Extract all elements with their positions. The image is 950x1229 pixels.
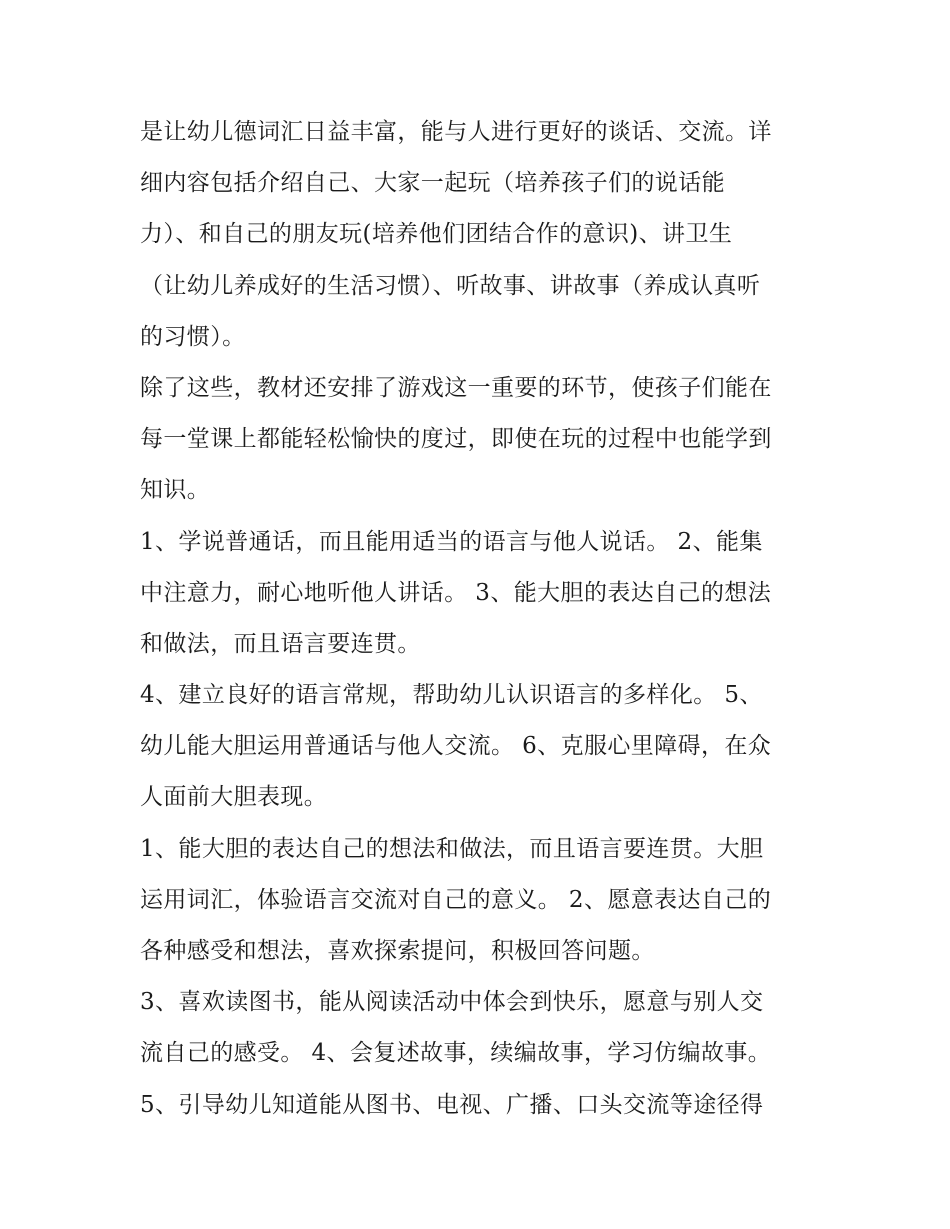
text-line: 人面前大胆表现。 bbox=[140, 784, 328, 811]
text-line: 流自己的感受。 4、会复述故事，续编故事，学习仿编故事。 bbox=[140, 1040, 772, 1067]
text-line: 3、喜欢读图书，能从阅读活动中体会到快乐，愿意与别人交 bbox=[140, 989, 764, 1016]
paragraph-games bbox=[140, 363, 820, 517]
document-body bbox=[140, 107, 820, 1131]
text-line: 细内容包括介绍自己、大家一起玩（培养孩子们的说话能 bbox=[140, 170, 725, 197]
text-line: （让幼儿养成好的生活习惯）、听故事、讲故事（养成认真听 bbox=[140, 272, 761, 299]
paragraph-objectives-1-2 bbox=[140, 824, 820, 978]
text-line: 1、能大胆的表达自己的想法和做法，而且语言要连贯。大胆 bbox=[140, 835, 764, 862]
text-line: 的习惯）。 bbox=[140, 323, 246, 350]
text-line: 力）、和自己的朋友玩(培养他们团结合作的意识)、讲卫生 bbox=[140, 221, 733, 248]
text-line: 和做法，而且语言要连贯。 bbox=[140, 630, 421, 657]
text-line: 每一堂课上都能轻松愉快的度过，即使在玩的过程中也能学到 bbox=[140, 426, 772, 453]
text-line: 5、引导幼儿知道能从图书、电视、广播、口头交流等途径得 bbox=[140, 1091, 764, 1118]
text-line: 幼儿能大胆运用普通话与他人交流。 6、克服心里障碍，在众 bbox=[140, 733, 772, 760]
text-line: 各种感受和想法，喜欢探索提问，积极回答问题。 bbox=[140, 938, 655, 964]
paragraph-objectives-3-4 bbox=[140, 977, 820, 1079]
paragraph-vocabulary bbox=[140, 107, 820, 363]
paragraph-goals-4-6 bbox=[140, 670, 820, 824]
paragraph-objective-5 bbox=[140, 1080, 820, 1131]
text-line: 知识。 bbox=[140, 477, 211, 504]
text-line: 中注意力，耐心地听他人讲话。 3、能大胆的表达自己的想法 bbox=[140, 579, 772, 606]
text-line: 4、建立良好的语言常规，帮助幼儿认识语言的多样化。 5、 bbox=[140, 682, 763, 709]
text-line: 是让幼儿德词汇日益丰富，能与人进行更好的谈话、交流。详 bbox=[140, 119, 772, 145]
paragraph-goals-1-3 bbox=[140, 517, 820, 671]
text-line: 除了这些，教材还安排了游戏这一重要的环节，使孩子们能在 bbox=[140, 374, 772, 401]
text-line: 运用词汇，体验语言交流对自己的意义。 2、愿意表达自己的 bbox=[140, 886, 772, 913]
text-line: 1、学说普通话，而且能用适当的语言与他人说话。 2、能集 bbox=[140, 528, 763, 555]
